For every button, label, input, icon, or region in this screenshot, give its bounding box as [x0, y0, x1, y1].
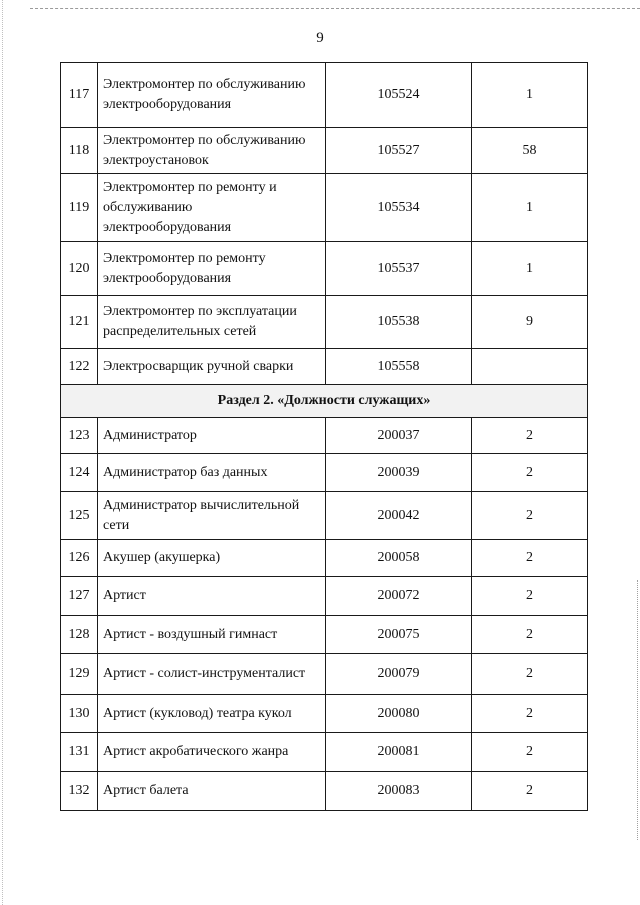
- profession-name: Электромонтер по обслуживанию электроустановок: [98, 128, 326, 174]
- quantity: 2: [472, 492, 588, 540]
- profession-code: 105527: [326, 128, 472, 174]
- quantity: 2: [472, 616, 588, 654]
- profession-name: Артист акробатического жанра: [98, 733, 326, 772]
- quantity: 2: [472, 733, 588, 772]
- table-body-employees: [61, 418, 588, 811]
- profession-code: 200079: [326, 654, 472, 695]
- table-row: [61, 577, 588, 616]
- table-row: [61, 492, 588, 540]
- table-row: [61, 174, 588, 242]
- profession-name: Администратор: [98, 418, 326, 454]
- row-number: 121: [61, 296, 98, 349]
- scan-artifact-left-edge: [2, 0, 5, 905]
- profession-name: Артист балета: [98, 772, 326, 811]
- row-number: 119: [61, 174, 98, 242]
- row-number: 122: [61, 349, 98, 385]
- table-body-workers: [61, 63, 588, 385]
- table-row: [61, 63, 588, 128]
- profession-name: Артист: [98, 577, 326, 616]
- profession-code: 200037: [326, 418, 472, 454]
- profession-code: 200081: [326, 733, 472, 772]
- table-row: [61, 540, 588, 577]
- row-number: 127: [61, 577, 98, 616]
- page-number: 9: [316, 30, 324, 46]
- table-row: [61, 242, 588, 296]
- quantity: 2: [472, 540, 588, 577]
- table-row: [61, 454, 588, 492]
- quantity: 2: [472, 772, 588, 811]
- quantity: 9: [472, 296, 588, 349]
- profession-code: 200042: [326, 492, 472, 540]
- scan-artifact-top-line: [30, 8, 640, 10]
- profession-code: 200058: [326, 540, 472, 577]
- table-row: [61, 733, 588, 772]
- profession-code: 200075: [326, 616, 472, 654]
- row-number: 118: [61, 128, 98, 174]
- profession-code: 200039: [326, 454, 472, 492]
- table-row: [61, 349, 588, 385]
- profession-code: 105524: [326, 63, 472, 128]
- row-number: 123: [61, 418, 98, 454]
- row-number: 129: [61, 654, 98, 695]
- quantity: 1: [472, 242, 588, 296]
- profession-name: Администратор вычислительной сети: [98, 492, 326, 540]
- positions-table: [60, 62, 588, 811]
- table-section-header: [61, 385, 588, 418]
- scan-artifact-right-edge: [635, 580, 638, 840]
- profession-code: 200080: [326, 695, 472, 733]
- section-title: Раздел 2. «Должности служащих»: [61, 385, 588, 418]
- row-number: 117: [61, 63, 98, 128]
- profession-code: 105538: [326, 296, 472, 349]
- quantity: 2: [472, 695, 588, 733]
- row-number: 124: [61, 454, 98, 492]
- quantity: 2: [472, 418, 588, 454]
- profession-code: 200072: [326, 577, 472, 616]
- profession-name: Электромонтер по эксплуатации распределительных сетей: [98, 296, 326, 349]
- profession-name: Артист - солист-инструменталист: [98, 654, 326, 695]
- table-row: [61, 695, 588, 733]
- table-row: [61, 616, 588, 654]
- table-row: [61, 296, 588, 349]
- row-number: 126: [61, 540, 98, 577]
- profession-code: 200083: [326, 772, 472, 811]
- quantity: 1: [472, 63, 588, 128]
- profession-name: Администратор баз данных: [98, 454, 326, 492]
- profession-name: Артист - воздушный гимнаст: [98, 616, 326, 654]
- quantity: 2: [472, 577, 588, 616]
- quantity: 1: [472, 174, 588, 242]
- profession-code: 105534: [326, 174, 472, 242]
- quantity: 2: [472, 654, 588, 695]
- table-row: [61, 128, 588, 174]
- profession-name: Электромонтер по ремонту электрооборудования: [98, 242, 326, 296]
- profession-name: Артист (кукловод) театра кукол: [98, 695, 326, 733]
- profession-code: 105537: [326, 242, 472, 296]
- quantity: 58: [472, 128, 588, 174]
- table-row: [61, 418, 588, 454]
- quantity: 2: [472, 454, 588, 492]
- profession-name: Акушер (акушерка): [98, 540, 326, 577]
- row-number: 128: [61, 616, 98, 654]
- profession-name: Электромонтер по ремонту и обслуживанию электрооборудования: [98, 174, 326, 242]
- row-number: 130: [61, 695, 98, 733]
- section-row: [61, 385, 588, 418]
- table-row: [61, 654, 588, 695]
- row-number: 125: [61, 492, 98, 540]
- profession-name: Электросварщик ручной сварки: [98, 349, 326, 385]
- profession-code: 105558: [326, 349, 472, 385]
- row-number: 131: [61, 733, 98, 772]
- row-number: 120: [61, 242, 98, 296]
- profession-name: Электромонтер по обслуживанию электрооборудования: [98, 63, 326, 128]
- table-row: [61, 772, 588, 811]
- quantity: [472, 349, 588, 385]
- row-number: 132: [61, 772, 98, 811]
